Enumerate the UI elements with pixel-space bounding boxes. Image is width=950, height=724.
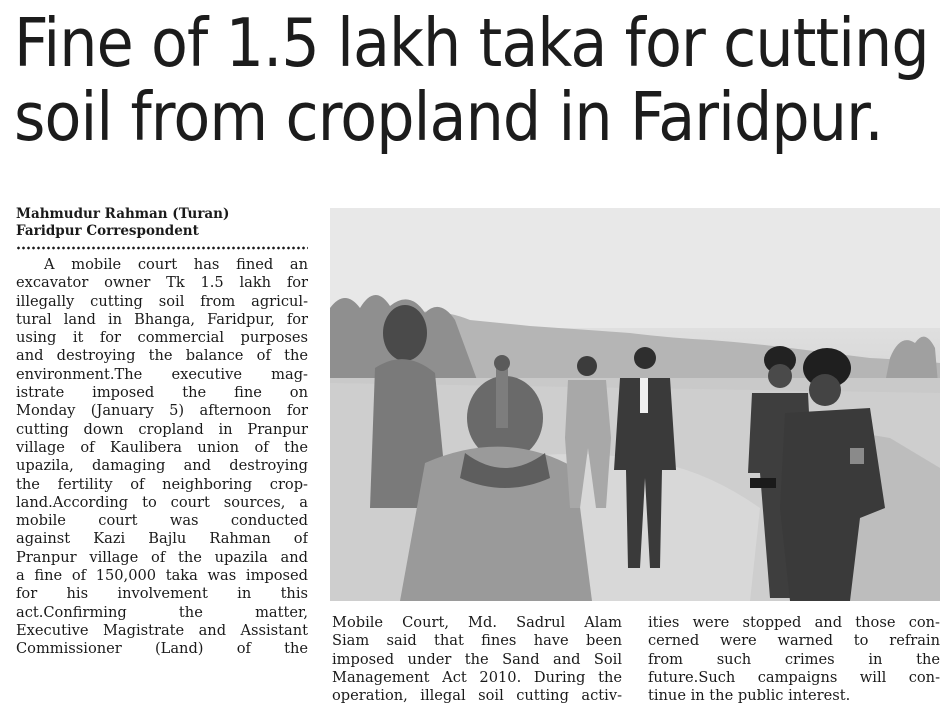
photo-illustration — [330, 208, 940, 601]
text-line: cerned were warned to refrain — [648, 632, 940, 650]
text-line: Commissioner (Land) of the — [16, 640, 308, 658]
text-line: A mobile court has fined an — [44, 256, 308, 273]
text-line: operation, illegal soil cutting activ- — [332, 687, 622, 705]
text-line: excavator owner Tk 1.5 lakh for — [16, 274, 308, 292]
byline-dotted-divider — [16, 246, 308, 250]
text-line: illegally cutting soil from agricul- — [16, 292, 308, 310]
text-line: against Kazi Bajlu Rahman of — [16, 530, 308, 548]
text-line: for his involvement in this — [16, 585, 308, 603]
text-line: imposed under the Sand and Soil — [332, 650, 622, 668]
text-line: ities were stopped and those con- — [648, 614, 940, 631]
article-column-3 — [648, 614, 940, 724]
text-line: from such crimes in the — [648, 650, 940, 668]
text-line: act.Confirming the matter, — [16, 603, 308, 621]
headline-line-2: soil from cropland in Faridpur. — [14, 78, 883, 156]
text-line: Pranpur village of the upazila and — [16, 548, 308, 566]
text-line: cutting down cropland in Pranpur — [16, 420, 308, 438]
text-line: a fine of 150,000 taka was imposed — [16, 567, 308, 585]
text-line: tinue in the public interest. — [648, 687, 851, 705]
text-line: Executive Magistrate and Assistant — [16, 621, 308, 639]
article-column-2 — [332, 614, 622, 724]
text-line: Mobile Court, Md. Sadrul Alam — [332, 614, 622, 631]
text-line: future.Such campaigns will con- — [648, 668, 940, 686]
text-line: istrate imposed the fine on — [16, 384, 308, 402]
text-line: tural land in Bhanga, Faridpur, for — [16, 310, 308, 328]
text-line: upazila, damaging and destroying — [16, 457, 308, 475]
headline-line-1: Fine of 1.5 lakh taka for cutting — [14, 4, 929, 82]
text-line: village of Kaulibera union of the — [16, 438, 308, 456]
text-line: land.According to court sources, a — [16, 493, 308, 511]
text-line: mobile court was conducted — [16, 512, 308, 530]
text-line: using it for commercial purposes — [16, 329, 308, 347]
text-line: and destroying the balance of the — [16, 347, 308, 365]
news-photo — [330, 208, 940, 601]
text-line: Management Act 2010. During the — [332, 668, 622, 686]
text-line: the fertility of neighboring crop- — [16, 475, 308, 493]
author-role: Faridpur Correspondent — [16, 223, 199, 239]
text-line: Monday (January 5) afternoon for — [16, 402, 308, 420]
text-line: Siam said that fines have been — [332, 632, 622, 650]
article-headline — [14, 4, 929, 156]
text-line: environment.The executive mag- — [16, 365, 308, 383]
author-name: Mahmudur Rahman (Turan) — [16, 206, 230, 222]
article-column-1 — [16, 256, 308, 724]
byline — [16, 206, 308, 240]
